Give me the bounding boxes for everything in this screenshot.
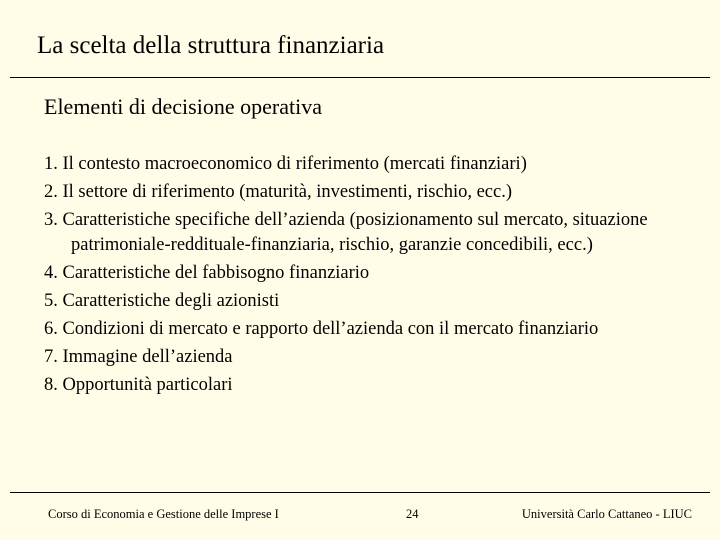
section-title: Elementi di decisione operativa bbox=[44, 94, 322, 119]
footer-divider bbox=[10, 492, 710, 493]
page-number: 24 bbox=[406, 507, 419, 521]
list-item: 8. Opportunità particolari bbox=[44, 375, 233, 395]
footer-university: Università Carlo Cattaneo - LIUC bbox=[521, 507, 692, 521]
list-item: 5. Caratteristiche degli azionisti bbox=[44, 291, 280, 311]
list-item: 4. Caratteristiche del fabbisogno finanziario bbox=[44, 263, 370, 283]
list-item: 2. Il settore di riferimento (maturità, investimenti, rischio, ecc.) bbox=[44, 182, 513, 202]
list-item: 7. Immagine dell’azienda bbox=[44, 347, 233, 367]
title-divider bbox=[10, 77, 710, 78]
list-item: 3. Caratteristiche specifiche dell’azienda (posizionamento sul mercato, situazione patrimoniale-reddituale-finanziaria, rischio, garanzie concedibili, ecc.) bbox=[44, 210, 648, 255]
list-item: 6. Condizioni di mercato e rapporto dell’azienda con il mercato finanziario bbox=[44, 319, 599, 339]
slide-title: La scelta della struttura finanziaria bbox=[37, 32, 385, 59]
list-item: 1. Il contesto macroeconomico di riferimento (mercati finanziari) bbox=[44, 154, 527, 174]
footer-course: Corso di Economia e Gestione delle Imprese I bbox=[48, 507, 279, 521]
decision-elements-list bbox=[44, 152, 704, 401]
